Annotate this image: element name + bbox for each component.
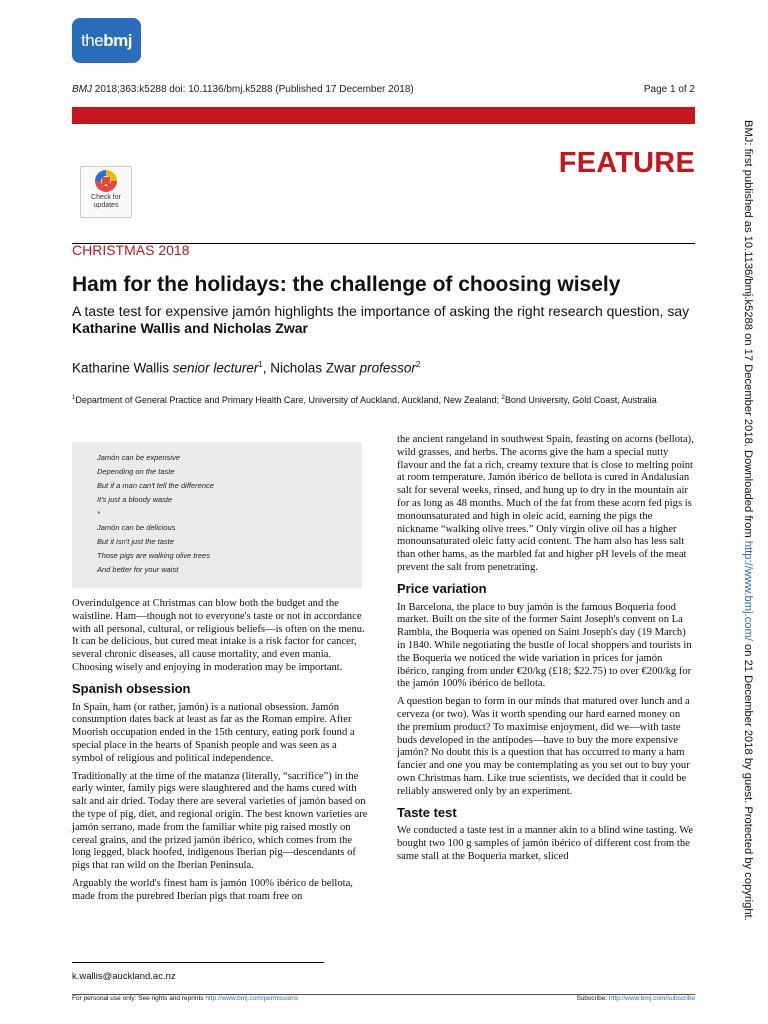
logo-the: the <box>81 31 104 50</box>
logo-bmj: bmj <box>103 31 132 50</box>
heading-price-variation: Price variation <box>397 580 487 596</box>
article-type-label: FEATURE <box>558 147 695 179</box>
heading-spanish-obsession: Spanish obsession <box>72 680 191 696</box>
poem-separator: * <box>97 509 100 518</box>
bmj-logo[interactable] <box>72 18 141 63</box>
poem-line: It's just a bloody waste <box>97 495 173 504</box>
badge-text-line2: updates <box>93 202 119 209</box>
poem-line: But if a man can't tell the difference <box>97 481 214 490</box>
badge-text-line1: Check for <box>91 194 121 201</box>
provenance-text-a: BMJ: first published as 10.1136/bmj.k5288 on 17 December 2018. Downloaded from <box>742 120 754 541</box>
article-title: Ham for the holidays: the challenge of choosing wisely <box>72 273 621 296</box>
body-paragraph: Traditionally at the time of the matanza (literally, “sacrifice”) in the early winter, family pigs were slaughtered and the hams cured with salt and air dried. Today there are several varieties of jamón based on the type of pig, diet, and regional origin. The best known varieties are jamón serrano, made from the familiar white pig raised mostly on cereal grains, and the prized jamón ibérico, which comes from the long legged, black hoofed, indigenous Iberian pig—descendants of pigs that ran wild on the Iberian Peninsula. <box>72 770 368 872</box>
poem-line: But it isn't just the taste <box>97 537 174 546</box>
standfirst <box>72 303 702 337</box>
section-label: CHRISTMAS 2018 <box>72 242 190 258</box>
journal-name: BMJ <box>72 84 92 95</box>
correspondence-email[interactable]: k.wallis@auckland.ac.nz <box>72 971 176 982</box>
heading-taste-test: Taste test <box>397 804 457 820</box>
author-line <box>72 360 420 376</box>
permissions-link[interactable]: http://www.bmj.com/permissions <box>205 995 299 1002</box>
author2-sup: 2 <box>415 360 421 369</box>
header-red-bar <box>72 107 695 124</box>
poem-line: Jamón can be expensive <box>97 453 180 462</box>
body-paragraph: A question began to form in our minds that matured over lunch and a cerveza (or two). Was it worth spending our hard earned money on the premium product? To maximise enjoyment, did we—with taste buds developed in the antipodes—have to buy the more expensive jamón? No doubt this is a question that has occurred to many a ham fancier and one you may be contemplating as you set out to buy your own Christmas ham. Like true scientists, we decided that it could be reliably answered only by an experiment. <box>397 696 690 797</box>
citation-line <box>72 84 414 95</box>
body-left-column <box>72 598 370 909</box>
author1-role: senior lecturer <box>172 360 259 376</box>
author2-name: , Nicholas Zwar <box>262 360 360 376</box>
body-paragraph: In Barcelona, the place to buy jamón is the famous Boqueria food market. Built on the site of the former Saint Joseph's convent on La Rambla, the Boqueria was opened on Saint Joseph's day (19 March) in 1840. While negotiating the bustle of local shoppers and tourists in the Boqueria we noticed the wide variation in prices for jamón ibérico, ranging from under €20/kg (£18; $22.75) to over €200/kg for the jamón 100% ibérico de bellota. <box>397 601 692 690</box>
check-for-updates-badge[interactable] <box>80 166 132 218</box>
author2-role: professor <box>359 360 416 376</box>
poem-line: Those pigs are walking olive trees <box>97 551 210 560</box>
author1-name: Katharine Wallis <box>72 360 173 376</box>
provenance-text-b: on 21 December 2018 by guest. Protected by copyright. <box>742 640 754 921</box>
poem-line: And better for your waist <box>97 565 179 574</box>
standfirst-authors: Katharine Wallis and Nicholas Zwar <box>72 320 308 336</box>
footnote-rule <box>72 962 324 963</box>
body-paragraph: We conducted a taste test in a manner akin to a blind wine tasting. We bought two 100 g samples of jamón ibérico of different cost from the same stall at the Boqueria market, sliced <box>397 825 694 862</box>
author1-sup: 1 <box>258 360 263 369</box>
body-right-column <box>397 434 695 869</box>
standfirst-text: A taste test for expensive jamón highlights the importance of asking the right research question, say <box>72 303 690 319</box>
affiliation-2: Bond University, Gold Coast, Australia <box>504 395 657 405</box>
affiliations: $^1$Department of General Practice and Primary Health Care, University of Auckland, Auckland, New Zealand; $^2$Bond University, Gold Coast, Australia <box>72 395 657 405</box>
bmj-site-link[interactable]: http://www.bmj.com/ <box>742 540 754 641</box>
vertical-provenance-note <box>738 120 758 921</box>
body-paragraph: the ancient rangeland in southwest Spain, feasting on acorns (bellota), wild grasses, and herbs. The acorns give the ham a special nutty flavour and the fat a rich, creamy texture that is close to melting point at room temperature. Jamón ibérico de bellota is cured in Andalusian salt for several weeks, rinsed, and hung up to dry in the mountain air for as long as 48 months. Much of the fat from these acorn fed pigs is monounsaturated and high in oleic acid, earning the pigs the nickname “walking olive trees.” Only virgin olive oil has a higher monounsaturated oleic fatty acid content. The ham also has less salt than other hams, as the marbled fat and higher pH levels of the meat prevent the salt from penetrating. <box>397 434 694 573</box>
citation-details: 2018;363:k5288 doi: 10.1136/bmj.k5288 (Published 17 December 2018) <box>92 84 414 95</box>
affiliation-1: Department of General Practice and Primary Health Care, University of Auckland, Auckland, New Zealand; <box>75 395 502 405</box>
intro-paragraph: Overindulgence at Christmas can blow both the budget and the waistline. Ham—though not to everyone's taste or not in accordance with all personal, cultural, or religious beliefs—is often on the menu. It can be delicious, but cured meat intake is a risk factor for cancer, several chronic diseases, all cause mortality, and even mania. Choosing wisely and enjoying in moderation may be important. <box>72 598 365 673</box>
poem-line: Depending on the taste <box>97 467 175 476</box>
subscribe-link[interactable]: http://www.bmj.com/subscribe <box>609 995 695 1002</box>
poem-line: Jamón can be delicious <box>97 523 176 532</box>
body-paragraph: In Spain, ham (or rather, jamón) is a national obsession. Jamón consumption dates back at least as far as the Roman empire. After Moorish occupation ended in the 15th century, eating pork found a special place in the hearts of Spanish people and was seen as a symbol of religious and political independence. <box>72 701 355 764</box>
poem-box <box>72 442 362 588</box>
page-number: Page 1 of 2 <box>643 84 695 95</box>
body-paragraph: Arguably the world's finest ham is jamón 100% ibérico de bellota, made from the purebred Iberian pigs that roam free on <box>72 877 353 902</box>
footer-rights: For personal use only: See rights and reprints http://www.bmj.com/permissions <box>72 995 299 1002</box>
footer-subscribe: Subscribe: http://www.bmj.com/subscribe <box>576 995 695 1002</box>
